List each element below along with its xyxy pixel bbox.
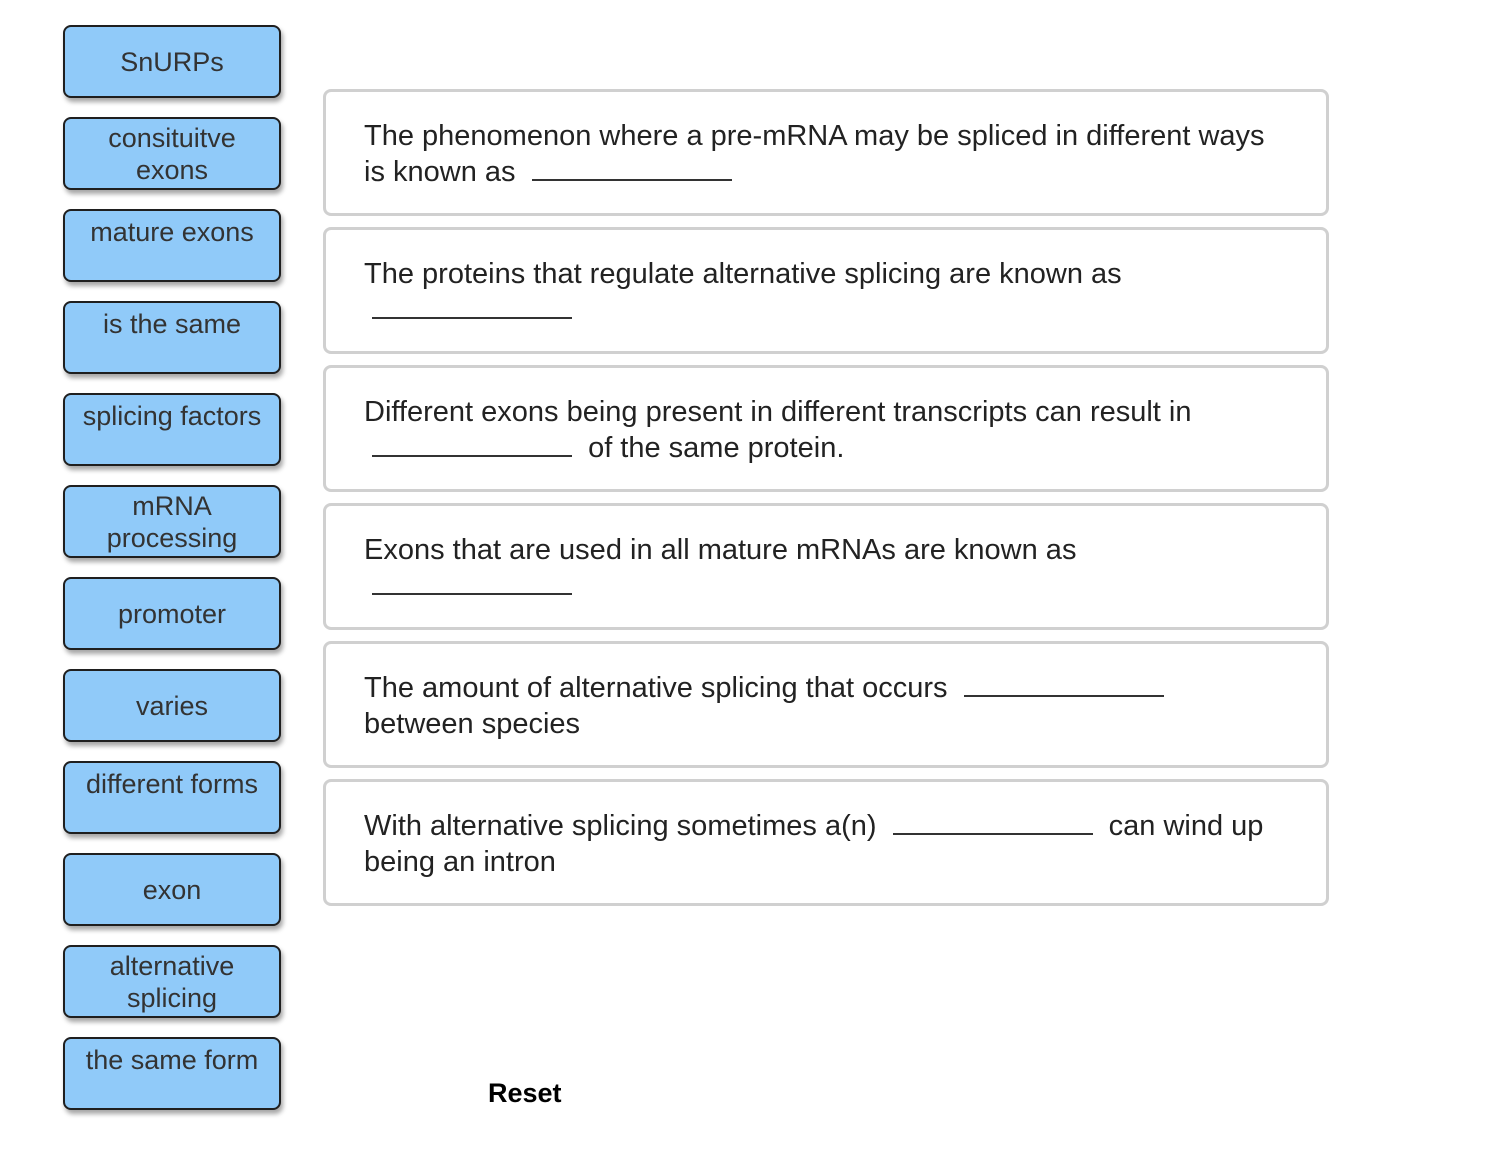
tile-label: different forms: [85, 769, 259, 799]
statement-1: [323, 89, 1329, 216]
drop-target-5[interactable]: [964, 673, 1164, 697]
statement-text: With alternative splicing sometimes a(n): [364, 810, 877, 842]
statement-text-after: between species: [364, 708, 581, 740]
statement-text-after: can wind up being an intron: [364, 810, 1264, 878]
reset-button[interactable]: Reset: [488, 1078, 562, 1108]
statement-2: [323, 227, 1329, 354]
tile-label-line2: processing: [106, 522, 238, 553]
tile-label: splicing factors: [82, 401, 262, 431]
statement-text: The phenomenon where a pre-mRNA may be spliced in different ways is known as: [364, 120, 1265, 188]
tile-label-line1: consituitve: [108, 122, 236, 153]
statement-text: Exons that are used in all mature mRNAs are known as: [364, 534, 1077, 566]
tile-label-line1: alternative: [109, 950, 235, 981]
tile-label-line2: exons: [135, 154, 209, 185]
drop-target-2[interactable]: [372, 295, 572, 319]
tile-alternative-splicing[interactable]: [63, 945, 281, 1018]
tile-label: the same form: [85, 1045, 259, 1075]
statement-text: Different exons being present in different transcripts can result in: [364, 396, 1192, 428]
tile-mrna-processing[interactable]: [63, 485, 281, 558]
tile-different-forms[interactable]: [63, 761, 281, 834]
tile-consituitve-exons[interactable]: [63, 117, 281, 190]
statement-text: The proteins that regulate alternative splicing are known as: [364, 258, 1122, 290]
statement-text: The amount of alternative splicing that occurs: [364, 672, 948, 704]
statement-text-after: of the same protein.: [588, 432, 845, 464]
tile-label: SnURPs: [120, 46, 224, 77]
drop-target-4[interactable]: [372, 571, 572, 595]
drop-target-3[interactable]: [372, 433, 572, 457]
tile-label: promoter: [117, 598, 227, 629]
tile-is-the-same[interactable]: [63, 301, 281, 374]
tile-varies[interactable]: [63, 669, 281, 742]
drop-target-6[interactable]: [893, 811, 1093, 835]
statement-3: [323, 365, 1329, 492]
tile-snurps[interactable]: [63, 25, 281, 98]
tile-splicing-factors[interactable]: [63, 393, 281, 466]
tile-the-same-form[interactable]: [63, 1037, 281, 1110]
tile-label: mature exons: [90, 217, 254, 247]
statement-6: [323, 779, 1329, 906]
tile-label: is the same: [102, 309, 242, 339]
tile-exon[interactable]: [63, 853, 281, 926]
tile-label: varies: [135, 690, 209, 721]
drop-target-1[interactable]: [532, 157, 732, 181]
tile-promoter[interactable]: [63, 577, 281, 650]
tile-label-line1: mRNA: [132, 490, 212, 521]
tile-mature-exons[interactable]: [63, 209, 281, 282]
statement-4: [323, 503, 1329, 630]
statement-5: [323, 641, 1329, 768]
tile-label-line2: splicing: [126, 982, 218, 1013]
tile-label: exon: [142, 874, 202, 905]
